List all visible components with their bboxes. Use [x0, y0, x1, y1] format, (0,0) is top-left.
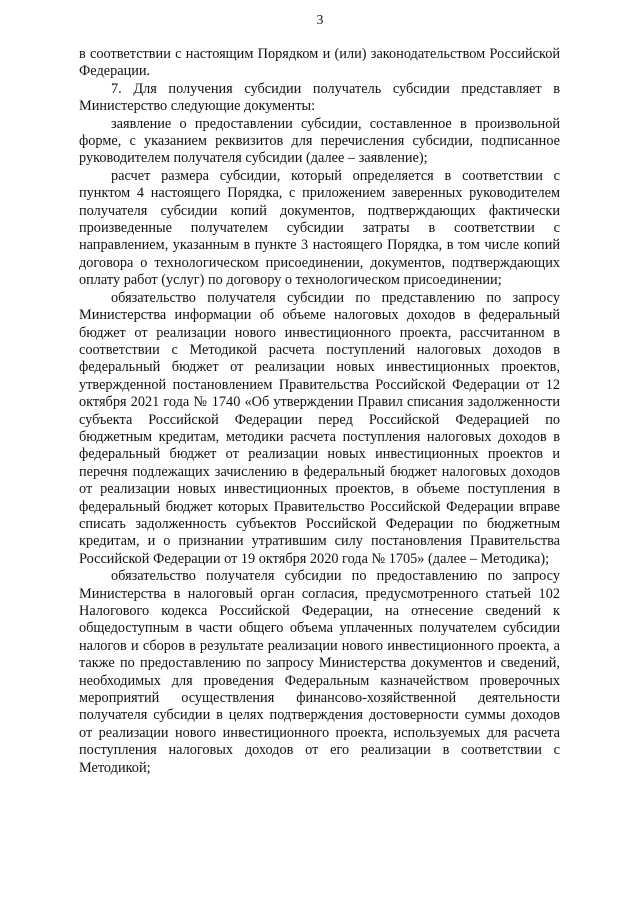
paragraph-tax-consent-obligation: обязательство получателя субсидии по предоставлению по запросу Министерства в налоговый орган согласия, предусмотренного статьей 102 Налогового кодекса Российской Федерации, на отнесение сведений к общедоступным в части общего объема уплаченных получателем субсидии налогов и сборов в результате реализации нового инвестиционного проекта, а также по предоставлению по запросу Министерства документов и сведений, необходимых для проведения Федеральным казначейством проверочных мероприятий осуществления финансово-хозяйственной деятельности получателя субсидии в целях подтверждения достоверности суммы доходов от реализации нового инвестиционного проекта, используемых для расчета поступления налоговых доходов от его реализации в соответствии с Методикой; [79, 568, 560, 776]
paragraph-clause-7: 7. Для получения субсидии получатель субсидии представляет в Министерство следующие документы: [79, 80, 560, 115]
page-number: 3 [316, 12, 324, 27]
document-body [79, 46, 560, 777]
paragraph-application: заявление о предоставлении субсидии, составленное в произвольной форме, с указанием реквизитов для перечисления субсидии, подписанное руководителем получателя субсидии (далее – заявление); [79, 115, 560, 167]
paragraph-continuation: в соответствии с настоящим Порядком и (или) законодательством Российской Федерации. [79, 46, 560, 80]
paragraph-subsidy-calculation: расчет размера субсидии, который определяется в соответствии с пунктом 4 настоящего Порядка, с приложением заверенных руководителем получателя субсидии копий документов, подтверждающих фактически произведенные получателем субсидии затраты в соответствии с направлением, указанным в пункте 3 настоящего Порядка, в том числе копий договора о технологическом присоединении, документов, подтверждающих оплату работ (услуг) по договору о технологическом присоединении; [79, 167, 560, 289]
paragraph-tax-revenue-obligation: обязательство получателя субсидии по представлению по запросу Министерства информации об объеме налоговых доходов в федеральный бюджет от реализации нового инвестиционного проекта, рассчитанном в соответствии с Методикой расчета поступлений налоговых доходов в федеральный бюджет от реализации новых инвестиционных проектов, утвержденной постановлением Правительства Российской Федерации от 12 октября 2021 года № 1740 «Об утверждении Правил списания задолженности субъекта Российской Федерации перед Российской Федерацией по бюджетным кредитам, методики расчета поступления налоговых доходов в федеральный бюджет от реализации новых инвестиционных проектов и перечня подлежащих зачислению в федеральный бюджет налоговых доходов от реализации новых инвестиционных проектов, в объеме поступления в федеральный бюджет которых Правительство Российской Федерации вправе списать задолженность субъектов Российской Федерации по бюджетным кредитам, и о признании утратившим силу постановления Правительства Российской Федерации от 19 октября 2020 года № 1705» (далее – Методика); [79, 289, 560, 567]
